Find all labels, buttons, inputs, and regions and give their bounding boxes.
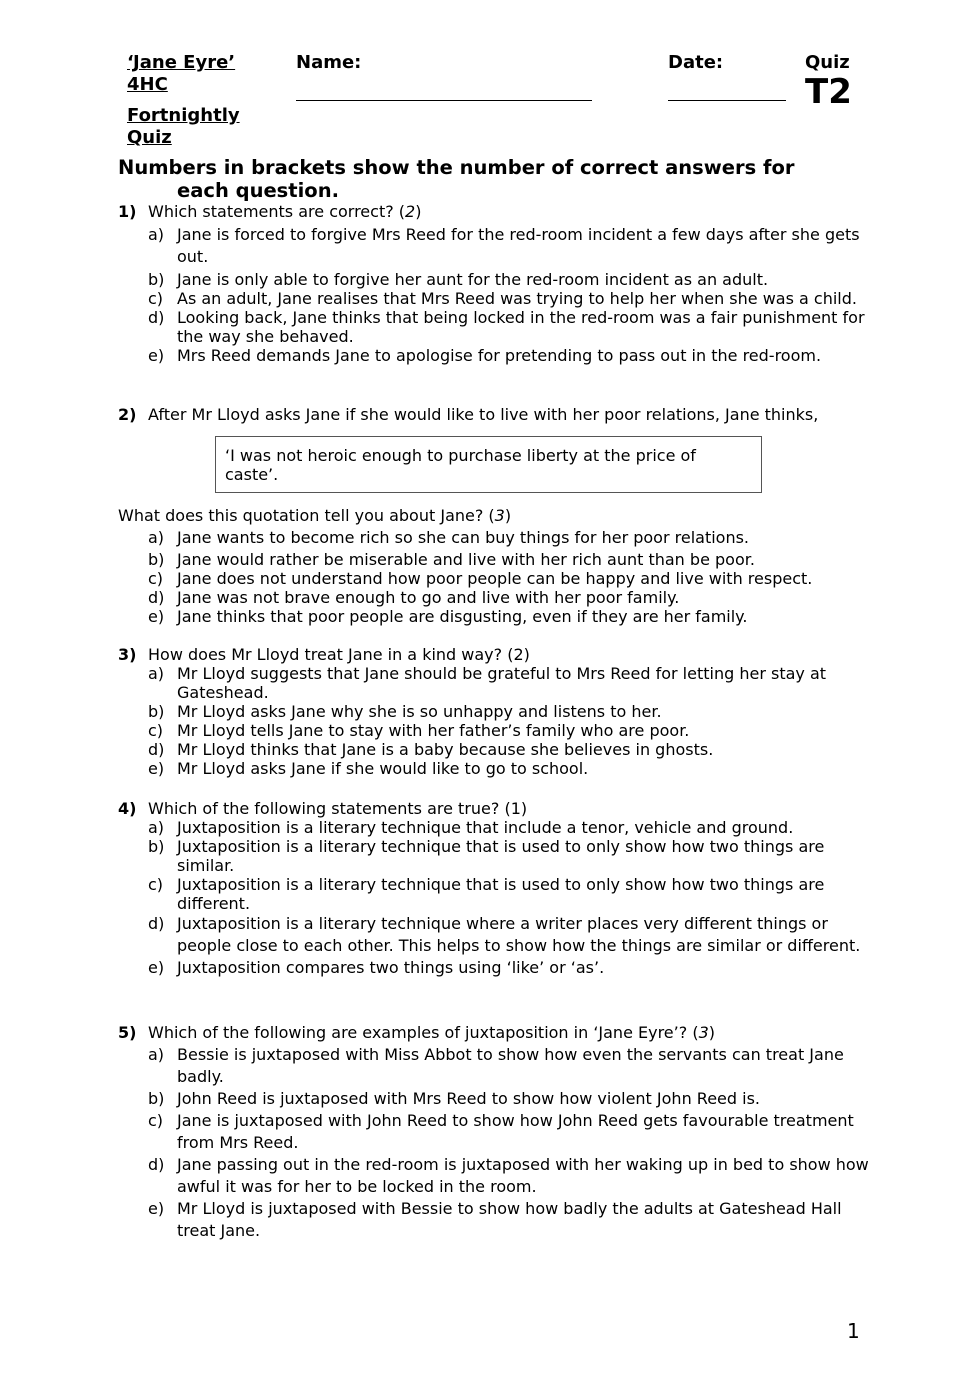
option-a[interactable]: a) Juxtaposition is a literary technique that include a tenor, vehicle and ground. bbox=[148, 818, 794, 837]
question-number: 1) bbox=[118, 202, 137, 221]
question-number: 3) bbox=[118, 645, 137, 664]
question-2-followup: What does this quotation tell you about Jane? (3) bbox=[118, 506, 512, 525]
option-e[interactable]: e) Mr Lloyd is juxtaposed with Bessie to show how badly the adults at Gateshead Hall treat Jane. bbox=[148, 1199, 842, 1240]
option-d[interactable]: d) Jane was not brave enough to go and live with her poor family. bbox=[148, 588, 680, 607]
option-b[interactable]: b) John Reed is juxtaposed with Mrs Reed to show how violent John Reed is. bbox=[148, 1089, 760, 1108]
option-d[interactable]: d) Mr Lloyd thinks that Jane is a baby because she believes in ghosts. bbox=[148, 740, 714, 759]
option-b[interactable]: b) Jane is only able to forgive her aunt for the red-room incident as an adult. bbox=[148, 270, 769, 289]
title-line-4: Quiz bbox=[127, 127, 172, 148]
option-e[interactable]: e) Juxtaposition compares two things using ‘like’ or ‘as’. bbox=[148, 958, 605, 977]
question-number: 2) bbox=[118, 405, 137, 424]
question-1-prompt: 1) Which statements are correct? (2) bbox=[118, 202, 422, 221]
question-5-prompt: 5) Which of the following are examples of juxtaposition in ‘Jane Eyre’? (3) bbox=[118, 1023, 715, 1042]
option-e[interactable]: e) Jane thinks that poor people are disgusting, even if they are her family. bbox=[148, 607, 748, 626]
option-d[interactable]: d) Jane passing out in the red-room is juxtaposed with her waking up in bed to show how awful it was for her to be locked in the room. bbox=[148, 1155, 869, 1196]
question-1 bbox=[118, 202, 878, 365]
title-line-2: 4HC bbox=[127, 74, 168, 95]
question-2-prompt: 2) After Mr Lloyd asks Jane if she would like to live with her poor relations, Jane thinks, bbox=[118, 405, 819, 424]
title-line-1: ‘Jane Eyre’ bbox=[127, 52, 236, 73]
quiz-code: T2 bbox=[805, 72, 852, 112]
question-4 bbox=[118, 799, 878, 979]
instructions bbox=[118, 156, 838, 202]
title-line-3: Fortnightly bbox=[127, 105, 240, 126]
quiz-title bbox=[127, 52, 257, 149]
question-5 bbox=[118, 1023, 878, 1242]
question-4-prompt: 4) Which of the following statements are true? (1) bbox=[118, 799, 528, 818]
question-2-body bbox=[118, 506, 878, 626]
quiz-label: Quiz bbox=[805, 52, 850, 73]
instructions-line-1: Numbers in brackets show the number of correct answers for bbox=[118, 156, 795, 179]
option-d[interactable]: d) Looking back, Jane thinks that being locked in the red-room was a fair punishment for the way she behaved. bbox=[148, 308, 865, 346]
question-3-prompt: 3) How does Mr Lloyd treat Jane in a kind way? (2) bbox=[118, 645, 530, 664]
option-b[interactable]: b) Juxtaposition is a literary technique that is used to only show how two things are similar. bbox=[148, 837, 825, 875]
option-b[interactable]: b) Mr Lloyd asks Jane why she is so unhappy and listens to her. bbox=[148, 702, 662, 721]
option-c[interactable]: c) Mr Lloyd tells Jane to stay with her father’s family who are poor. bbox=[148, 721, 690, 740]
option-e[interactable]: e) Mr Lloyd asks Jane if she would like to go to school. bbox=[148, 759, 589, 778]
option-c[interactable]: c) As an adult, Jane realises that Mrs Reed was trying to help her when she was a child. bbox=[148, 289, 857, 308]
option-a[interactable]: a) Jane is forced to forgive Mrs Reed for the red-room incident a few days after she gets out. bbox=[148, 225, 860, 266]
option-a[interactable]: a) Mr Lloyd suggests that Jane should be grateful to Mrs Reed for letting her stay at Gateshead. bbox=[148, 664, 827, 702]
name-label: Name: bbox=[296, 52, 362, 73]
instructions-line-2: each question. bbox=[177, 179, 339, 202]
question-3 bbox=[118, 645, 878, 778]
option-c[interactable]: c) Jane is juxtaposed with John Reed to show how John Reed gets favourable treatment from Mrs Reed. bbox=[148, 1111, 854, 1152]
option-c[interactable]: c) Jane does not understand how poor people can be happy and live with respect. bbox=[148, 569, 813, 588]
quotation-box: ‘I was not heroic enough to purchase liberty at the price of caste’. bbox=[215, 436, 762, 493]
name-field-line[interactable] bbox=[296, 100, 592, 101]
question-number: 4) bbox=[118, 799, 137, 818]
date-field-line[interactable] bbox=[668, 100, 786, 101]
question-2 bbox=[118, 405, 878, 424]
question-number: 5) bbox=[118, 1023, 137, 1042]
option-a[interactable]: a) Jane wants to become rich so she can buy things for her poor relations. bbox=[148, 528, 750, 547]
option-b[interactable]: b) Jane would rather be miserable and live with her rich aunt than be poor. bbox=[148, 550, 755, 569]
date-label: Date: bbox=[668, 52, 724, 73]
option-d[interactable]: d) Juxtaposition is a literary technique where a writer places very different things or people close to each other. This helps to show how the things are similar or different. bbox=[148, 914, 861, 955]
option-c[interactable]: c) Juxtaposition is a literary technique that is used to only show how two things are different. bbox=[148, 875, 825, 913]
option-e[interactable]: e) Mrs Reed demands Jane to apologise for pretending to pass out in the red-room. bbox=[148, 346, 822, 365]
option-a[interactable]: a) Bessie is juxtaposed with Miss Abbot to show how even the servants can treat Jane badly. bbox=[148, 1045, 844, 1086]
page-number: 1 bbox=[847, 1319, 860, 1343]
